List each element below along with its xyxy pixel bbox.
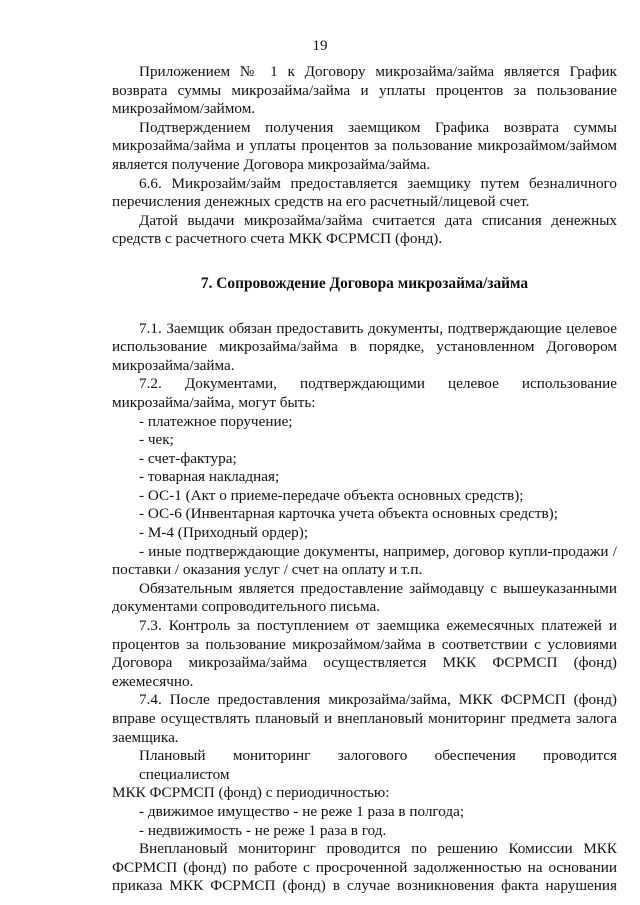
text-line: Приложением № 1 к Договору микрозайма/займа является График xyxy=(139,63,617,80)
paragraph-mandatory-letter xyxy=(112,580,617,617)
text-line: микрозайма/займа и уплаты процентов за пользование микрозаймом/займом xyxy=(112,137,617,155)
paragraph-planned-monitoring xyxy=(112,747,617,803)
paragraph-unplanned-monitoring xyxy=(112,840,617,896)
text-line: возврата суммы микрозайма/займа и уплаты процентов за пользование xyxy=(112,81,617,99)
paragraph-7-1 xyxy=(112,320,617,376)
list-item-continuation: поставки / оказания услуг / счет на оплату и т.п. xyxy=(112,561,423,579)
document-list xyxy=(112,413,617,580)
list-item: - товарная накладная; xyxy=(139,468,280,486)
paragraph-7-4 xyxy=(112,691,617,747)
text-line: приказа МКК ФСРМСП (фонд) в случае возникновения факта нарушения xyxy=(112,877,617,895)
text-line: 7.2. Документами, подтверждающими целевое использование xyxy=(139,375,617,393)
paragraph-7-2 xyxy=(112,375,617,412)
text-line: является получение Договора микрозайма/займа. xyxy=(112,155,431,173)
text-line: вправе осуществлять плановый и внеплановый мониторинг предмета залога xyxy=(112,710,617,727)
list-item: - недвижимость - не реже 1 раза в год. xyxy=(139,821,387,839)
list-item: - движимое имущество - не реже 1 раза в полгода; xyxy=(139,802,465,820)
text-line: Плановый мониторинг залогового обеспечения проводится специалистом xyxy=(139,747,617,783)
paragraph-6-6 xyxy=(112,175,617,212)
text-line: заемщика. xyxy=(112,728,179,746)
text-line: ежемесячно. xyxy=(112,672,194,690)
text-line: 7.3. Контроль за поступлением от заемщика ежемесячных платежей и xyxy=(139,617,617,635)
text-line: перечисления денежных средств на его расчетный/лицевой счет. xyxy=(112,193,530,211)
text-line: Внеплановый мониторинг проводится по решению Комиссии МКК xyxy=(139,840,617,858)
page-number: 19 xyxy=(312,38,328,54)
text-line: использование микрозайма/займа в порядке, установленном Договором xyxy=(112,338,617,356)
list-item: - платежное поручение; xyxy=(139,412,293,430)
text-line: Подтверждением получения заемщиком Графика возврата суммы xyxy=(139,118,617,136)
text-line: 7.4. После предоставления микрозайма/займа, МКК ФСРМСП (фонд) xyxy=(139,691,617,709)
text-line: ФСРМСП (фонд) по работе с просроченной задолженностью на основании xyxy=(112,858,617,876)
text-line: процентов за пользование микрозаймом/займа в соответствии с условиями xyxy=(112,635,617,653)
list-item: - счет-фактура; xyxy=(139,449,237,467)
text-line: Договора микрозайма/займа осуществляется МКК ФСРМСП (фонд) xyxy=(112,654,617,672)
paragraph-schedule-appendix xyxy=(112,63,617,119)
list-item: - М-4 (Приходный ордер); xyxy=(139,524,309,542)
list-item: - иные подтверждающие документы, например, договор купли-продажи / xyxy=(139,542,617,560)
text-line: МКК ФСРМСП (фонд) с периодичностью: xyxy=(112,784,390,802)
text-line: микрозаймом/займом. xyxy=(112,100,256,118)
text-line: документами сопроводительного письма. xyxy=(112,598,380,616)
paragraph-schedule-confirmation xyxy=(112,119,617,175)
paragraph-7-3 xyxy=(112,617,617,691)
list-item: - ОС-1 (Акт о приеме-передаче объекта основных средств); xyxy=(139,486,524,504)
text-line: микрозайма/займа. xyxy=(112,356,235,374)
monitoring-periods-list xyxy=(112,803,617,840)
text-line: Датой выдачи микрозайма/займа считается дата списания денежных xyxy=(139,211,617,229)
text-line: микрозайма/займа, могут быть: xyxy=(112,393,316,411)
text-line: 6.6. Микрозайм/займ предоставляется заемщику путем безналичного xyxy=(139,174,617,192)
list-item: - чек; xyxy=(139,431,174,449)
paragraph-issue-date xyxy=(112,212,617,249)
text-line: 7.1. Заемщик обязан предоставить документы, подтверждающие целевое xyxy=(139,319,617,337)
list-item: - ОС-6 (Инвентарная карточка учета объекта основных средств); xyxy=(139,505,558,523)
text-line: средств с расчетного счета МКК ФСРМСП (фонд). xyxy=(112,230,443,248)
text-line: Обязательным является предоставление займодавцу с вышеуказанными xyxy=(139,579,617,597)
section-heading: 7. Сопровождение Договора микрозайма/займа xyxy=(200,274,529,292)
document-body xyxy=(112,63,617,896)
